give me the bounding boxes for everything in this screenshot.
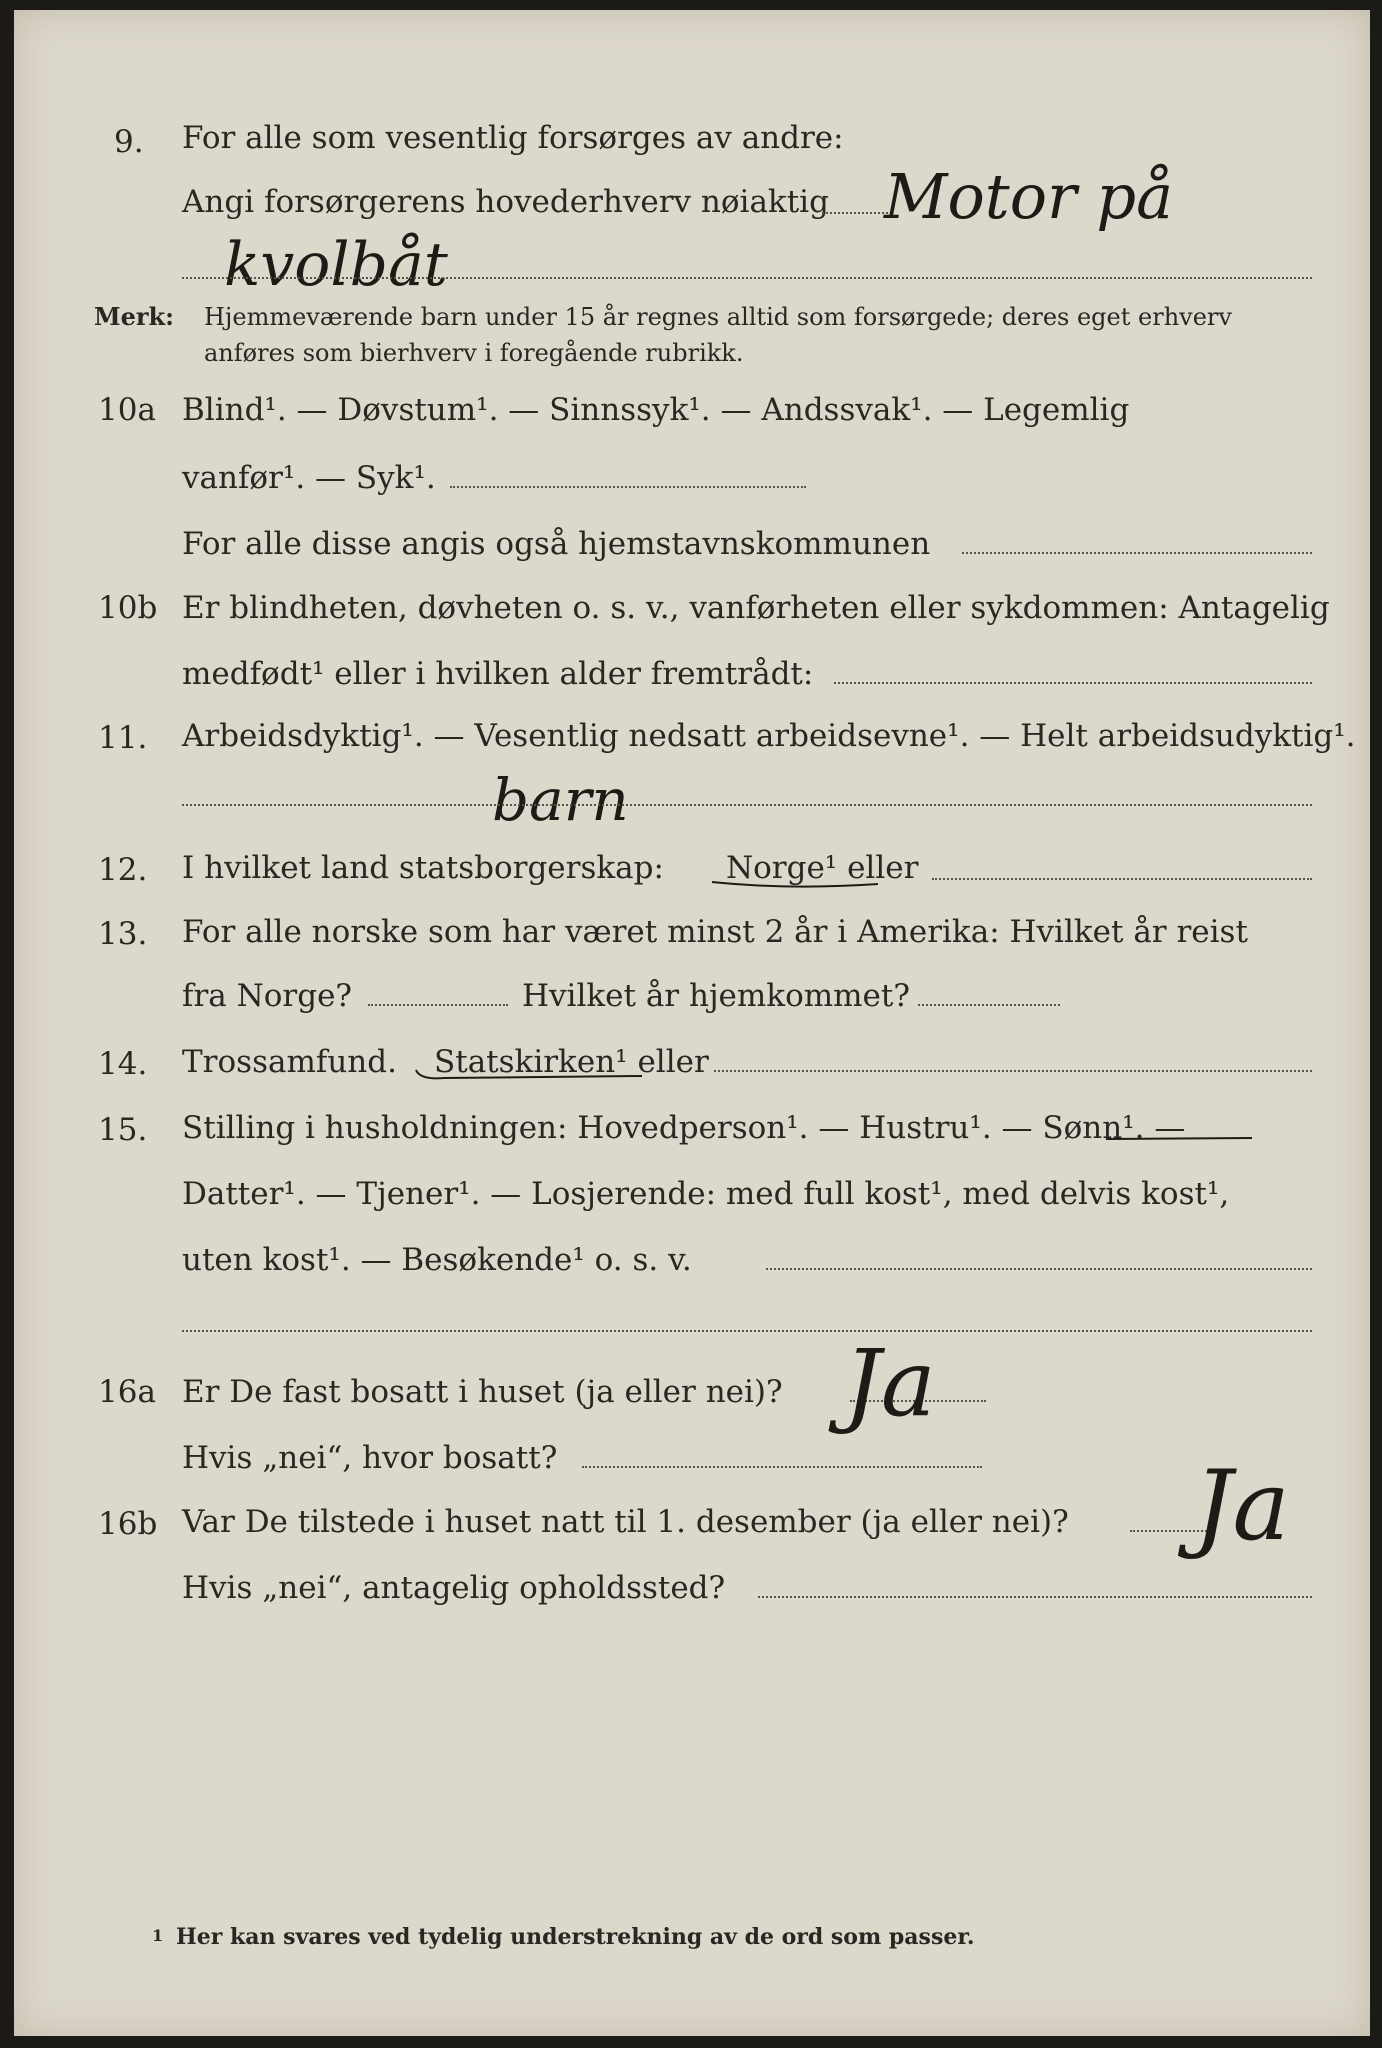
- q10a-line1: Blind¹. — Døvstum¹. — Sinnssyk¹. — Andssvak¹. — Legemlig: [182, 392, 1130, 428]
- q9-dotted-line-2: [182, 275, 1312, 279]
- q13-line2a: fra Norge?: [182, 978, 353, 1014]
- q16a-dotted-line-2: [582, 1464, 982, 1468]
- footnote-mark: 1: [152, 1926, 164, 1945]
- q9-number: 9.: [114, 124, 144, 160]
- merk-label: Merk:: [94, 302, 174, 331]
- q12-number: 12.: [98, 852, 148, 888]
- q16a-line1: Er De fast bosatt i huset (ja eller nei)?: [182, 1374, 783, 1410]
- merk-line1: Hjemmeværende barn under 15 år regnes alltid som forsørgede; deres eget erhverv: [204, 303, 1232, 331]
- q15-line3: uten kost¹. — Besøkende¹ o. s. v.: [182, 1242, 692, 1278]
- q13-dotted-line-b: [918, 1002, 1060, 1006]
- q13-line1: For alle norske som har været minst 2 år i Amerika: Hvilket år reist: [182, 914, 1248, 950]
- q10a-dotted-line: [450, 484, 806, 488]
- q15-dotted-line-2: [182, 1328, 1312, 1332]
- q15-line2: Datter¹. — Tjener¹. — Losjerende: med full kost¹, med delvis kost¹,: [182, 1176, 1230, 1212]
- q12-underline-mark: [710, 878, 880, 890]
- q16b-line1: Var De tilstede i huset natt til 1. desember (ja eller nei)?: [182, 1504, 1069, 1540]
- q12-line1: I hvilket land statsborgerskap:: [182, 850, 664, 886]
- q9-handwritten-answer-1: Motor på: [884, 160, 1174, 233]
- q11-handwritten-answer: barn: [492, 766, 629, 834]
- q10a-line3: For alle disse angis også hjemstavnskommunen: [182, 526, 931, 562]
- q9-handwritten-answer-2: kvolbåt: [224, 230, 448, 300]
- q10b-dotted-line: [834, 680, 1312, 684]
- q9-line2: Angi forsørgerens hovederhverv nøiaktig: [182, 184, 829, 220]
- q13-number: 13.: [98, 916, 148, 952]
- q14-answer: Statskirken¹ eller: [434, 1044, 709, 1080]
- q9-dotted-line: [822, 210, 888, 214]
- q16a-number: 16a: [98, 1374, 156, 1410]
- q12-dotted-line: [932, 876, 1312, 880]
- q10a-line2: vanfør¹. — Syk¹.: [182, 460, 436, 496]
- q11-number: 11.: [98, 720, 148, 756]
- q15-number: 15.: [98, 1112, 148, 1148]
- q15-dotted-line: [766, 1266, 1312, 1270]
- q15-line1: Stilling i husholdningen: Hovedperson¹. — Hustru¹. — Sønn¹. —: [182, 1110, 1186, 1146]
- q11-dotted-line: [182, 802, 1312, 806]
- q16b-handwritten-answer: Ja: [1194, 1450, 1290, 1562]
- q16b-dotted-line-2: [758, 1594, 1312, 1598]
- q14-line1: Trossamfund.: [182, 1044, 397, 1080]
- q16a-line2: Hvis „nei“, hvor bosatt?: [182, 1440, 558, 1476]
- q14-underline-mark: [414, 1068, 644, 1082]
- q9-line1: For alle som vesentlig forsørges av andre:: [182, 120, 844, 156]
- census-form-page: [14, 10, 1370, 2036]
- q14-number: 14.: [98, 1046, 148, 1082]
- q16a-handwritten-answer: Ja: [844, 1330, 936, 1437]
- q16b-line2: Hvis „nei“, antagelig opholdssted?: [182, 1570, 726, 1606]
- q13-line2b: Hvilket år hjemkommet?: [522, 978, 910, 1014]
- q11-line1: Arbeidsdyktig¹. — Vesentlig nedsatt arbeidsevne¹. — Helt arbeidsudyktig¹.: [182, 718, 1356, 754]
- q15-underline-mark: [1104, 1134, 1254, 1144]
- q10b-line2: medfødt¹ eller i hvilken alder fremtrådt:: [182, 656, 814, 692]
- q10a-dotted-line-2: [962, 550, 1312, 554]
- q16b-number: 16b: [98, 1506, 158, 1542]
- merk-line2: anføres som bierhverv i foregående rubrikk.: [204, 339, 744, 367]
- q13-dotted-line-a: [368, 1002, 508, 1006]
- q10b-number: 10b: [98, 590, 158, 626]
- q12-answer: Norge¹ eller: [726, 850, 919, 886]
- q10b-line1: Er blindheten, døvheten o. s. v., vanførheten eller sykdommen: Antagelig: [182, 590, 1330, 626]
- footnote-text: Her kan svares ved tydelig understrekning av de ord som passer.: [176, 1924, 975, 1950]
- q14-dotted-line: [714, 1068, 1312, 1072]
- q10a-number: 10a: [98, 392, 156, 428]
